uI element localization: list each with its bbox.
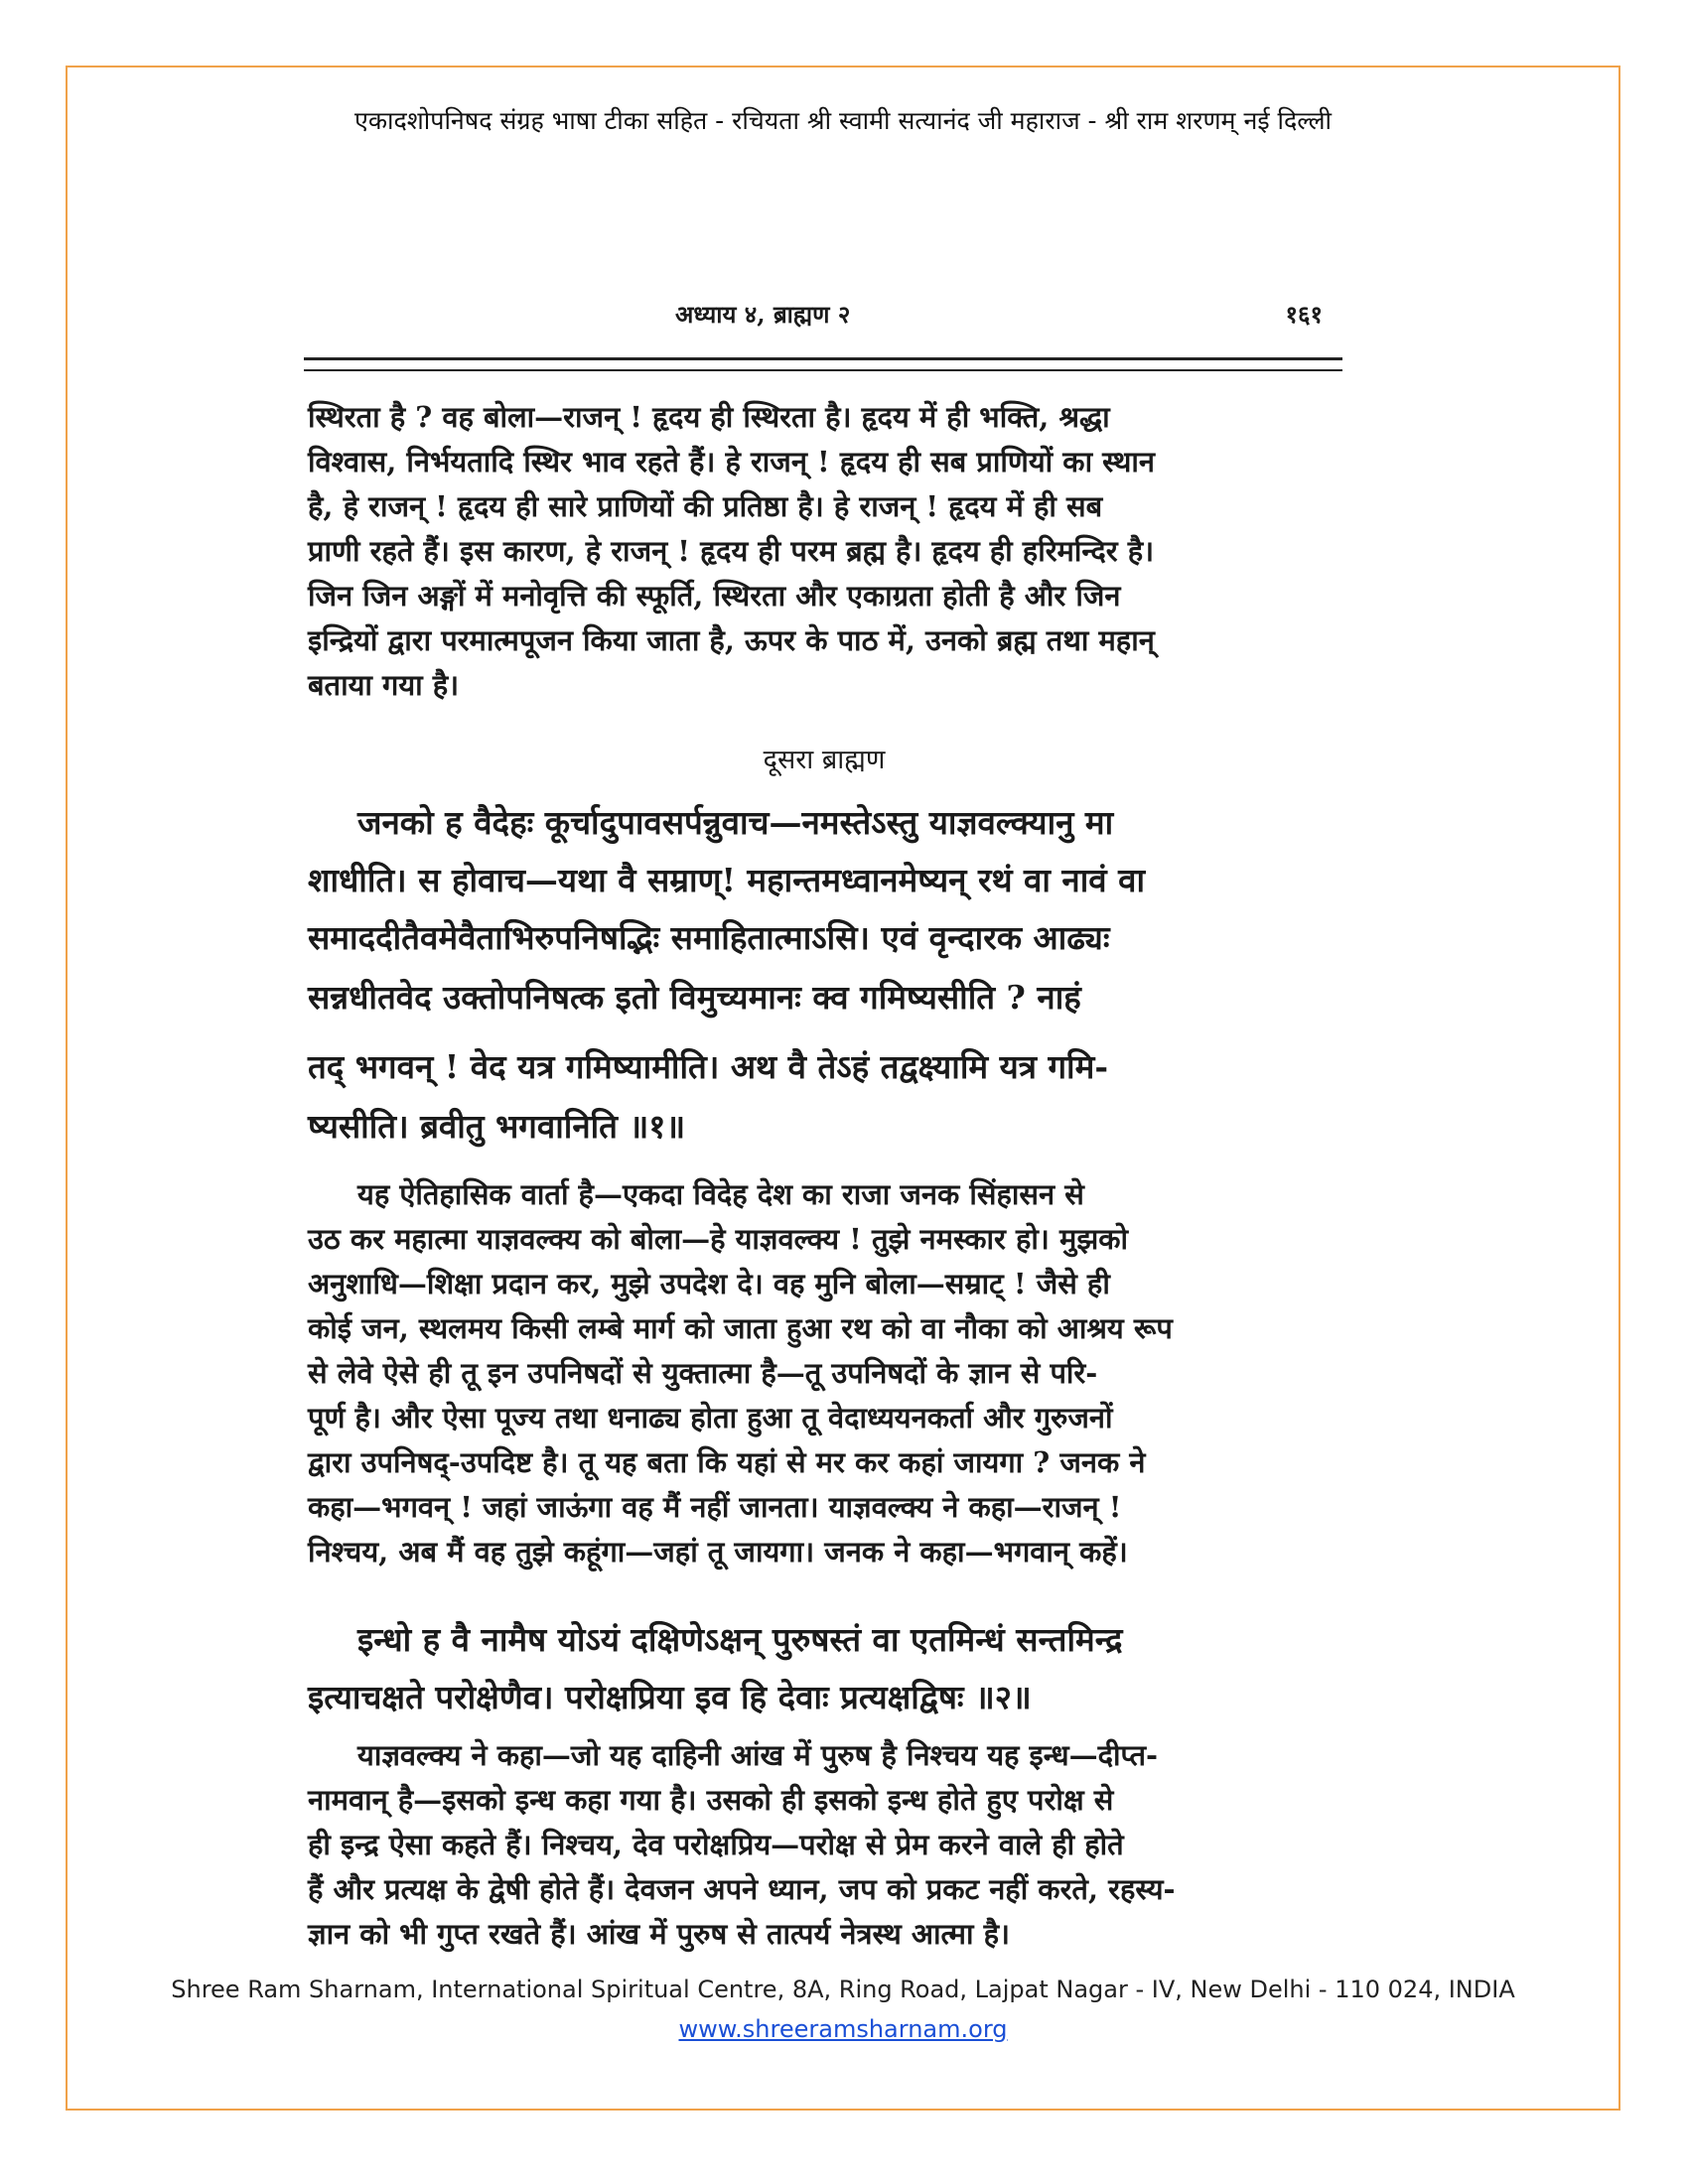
text-line: विश्वास, निर्भयतादि स्थिर भाव रहते हैं। हे राजन् ! हृदय ही सब प्राणियों का स्थान — [308, 445, 1156, 478]
verse-line: सन्नधीतवेद उक्तोपनिषत्क इतो विमुच्यमानः क्व गमिष्यसीति ? नाहं — [308, 978, 1081, 1017]
header-rule-top — [304, 357, 1342, 360]
text-line: यह ऐतिहासिक वार्ता है—एकदा विदेह देश का राजा जनक सिंहासन से — [357, 1177, 1084, 1211]
page-header: एकादशोपनिषद संग्रह भाषा टीका सहित - रचियता श्री स्वामी सत्यानंद जी महाराज - श्री राम शरणम् नई दिल्ली — [354, 106, 1332, 135]
sanskrit-verse-2 — [308, 1616, 1340, 1725]
text-line: बताया गया है। — [308, 668, 460, 702]
verse-line: ष्यसीति। ब्रवीतु भगवानिति ॥१॥ — [308, 1107, 686, 1146]
text-line: इन्द्रियों द्वारा परमात्मपूजन किया जाता है, ऊपर के पाठ में, उनको ब्रह्म तथा महान् — [308, 623, 1155, 657]
verse-line: तद् भगवन् ! वेद यत्र गमिष्यामीति। अथ वै तेऽहं तद्वक्ष्यामि यत्र गमि- — [308, 1047, 1109, 1086]
commentary-paragraph-3 — [308, 1735, 1340, 1964]
running-head — [308, 298, 1331, 338]
chapter-title: अध्याय ४, ब्राह्मण २ — [675, 300, 851, 329]
text-line: द्वारा उपनिषद्-उपदिष्ट है। तू यह बता कि यहां से मर कर कहां जायगा ? जनक ने — [308, 1445, 1146, 1479]
footer-url-wrapper — [66, 2015, 1620, 2043]
text-line: स्थिरता है ? वह बोला—राजन् ! हृदय ही स्थिरता है। हृदय में ही भक्ति, श्रद्धा — [308, 400, 1110, 434]
sanskrit-verse-1 — [308, 799, 1340, 1166]
text-line: याज्ञवल्क्य ने कहा—जो यह दाहिनी आंख में पुरुष है निश्चय यह इन्ध—दीप्त- — [357, 1738, 1159, 1772]
text-line: उठ कर महात्मा याज्ञवल्क्य को बोला—हे याज्ञवल्क्य ! तुझे नमस्कार हो। मुझको — [308, 1222, 1129, 1256]
text-line: नामवान् है—इसको इन्ध कहा गया है। उसको ही इसको इन्ध होते हुए परोक्ष से — [308, 1783, 1114, 1817]
commentary-paragraph-1 — [308, 397, 1340, 715]
text-line: हैं और प्रत्यक्ष के द्वेषी होते हैं। देवजन अपने ध्यान, जप को प्रकट नहीं करते, रहस्य- — [308, 1872, 1176, 1906]
verse-line: शाधीति। स होवाच—यथा वै सम्राण्! महान्तमध्वानमेष्यन् रथं वा नावं वा — [308, 861, 1145, 899]
text-line: ज्ञान को भी गुप्त रखते हैं। आंख में पुरुष से तात्पर्य नेत्रस्थ आत्मा है। — [308, 1917, 1010, 1951]
verse-line: इन्धो ह वै नामैष योऽयं दक्षिणेऽक्षन् पुरुषस्तं वा एतमिन्धं सन्तमिन्द्र — [357, 1620, 1123, 1659]
footer-address: Shree Ram Sharnam, International Spiritual Centre, 8A, Ring Road, Lajpat Nagar - IV, New Delhi - 110 024, INDIA — [171, 1976, 1515, 2003]
text-line: जिन जिन अङ्गों में मनोवृत्ति की स्फूर्ति, स्थिरता और एकाग्रता होती है और जिन — [308, 579, 1121, 613]
text-line: कोई जन, स्थलमय किसी लम्बे मार्ग को जाता हुआ रथ को वा नौका को आश्रय रूप — [308, 1311, 1173, 1345]
website-link[interactable]: www.shreeramsharnam.org — [678, 2015, 1008, 2043]
text-line: ही इन्द्र ऐसा कहते हैं। निश्चय, देव परोक्षप्रिय—परोक्ष से प्रेम करने वाले ही होते — [308, 1828, 1124, 1861]
header-rule-bottom — [304, 369, 1342, 371]
text-line: से लेवे ऐसे ही तू इन उपनिषदों से युक्तात्मा है—तू उपनिषदों के ज्ञान से परि- — [308, 1356, 1098, 1390]
text-line: पूर्ण है। और ऐसा पूज्य तथा धनाढ्य होता हुआ तू वेदाध्ययनकर्ता और गुरुजनों — [308, 1401, 1113, 1434]
text-line: अनुशाधि—शिक्षा प्रदान कर, मुझे उपदेश दे। वह मुनि बोला—सम्राट् ! जैसे ही — [308, 1267, 1110, 1300]
page-number: १६१ — [1285, 300, 1323, 329]
text-line: प्राणी रहते हैं। इस कारण, हे राजन् ! हृदय ही परम ब्रह्म है। हृदय ही हरिमन्दिर है। — [308, 534, 1155, 568]
text-line: है, हे राजन् ! हृदय ही सारे प्राणियों की प्रतिष्ठा है। हे राजन् ! हृदय में ही सब — [308, 489, 1103, 523]
verse-line: इत्याचक्षते परोक्षेणैव। परोक्षप्रिया इव हि देवाः प्रत्यक्षद्विषः ॥२॥ — [308, 1678, 1032, 1716]
text-line: कहा—भगवन् ! जहां जाऊंगा वह मैं नहीं जानता। याज्ञवल्क्य ने कहा—राजन् ! — [308, 1490, 1122, 1524]
commentary-paragraph-2 — [308, 1174, 1340, 1591]
verse-line: जनको ह वैदेहः कूर्चादुपावसर्पन्नुवाच—नमस्तेऽस्तु याज्ञवल्क्यानु मा — [357, 803, 1114, 842]
verse-line: समाददीतैवमेवैताभिरुपनिषद्भिः समाहितात्माऽसि। एवं वृन्दारक आढ्यः — [308, 918, 1110, 957]
text-line: निश्चय, अब मैं वह तुझे कहूंगा—जहां तू जायगा। जनक ने कहा—भगवान् कहें। — [308, 1535, 1128, 1569]
section-heading: दूसरा ब्राह्मण — [763, 745, 886, 775]
